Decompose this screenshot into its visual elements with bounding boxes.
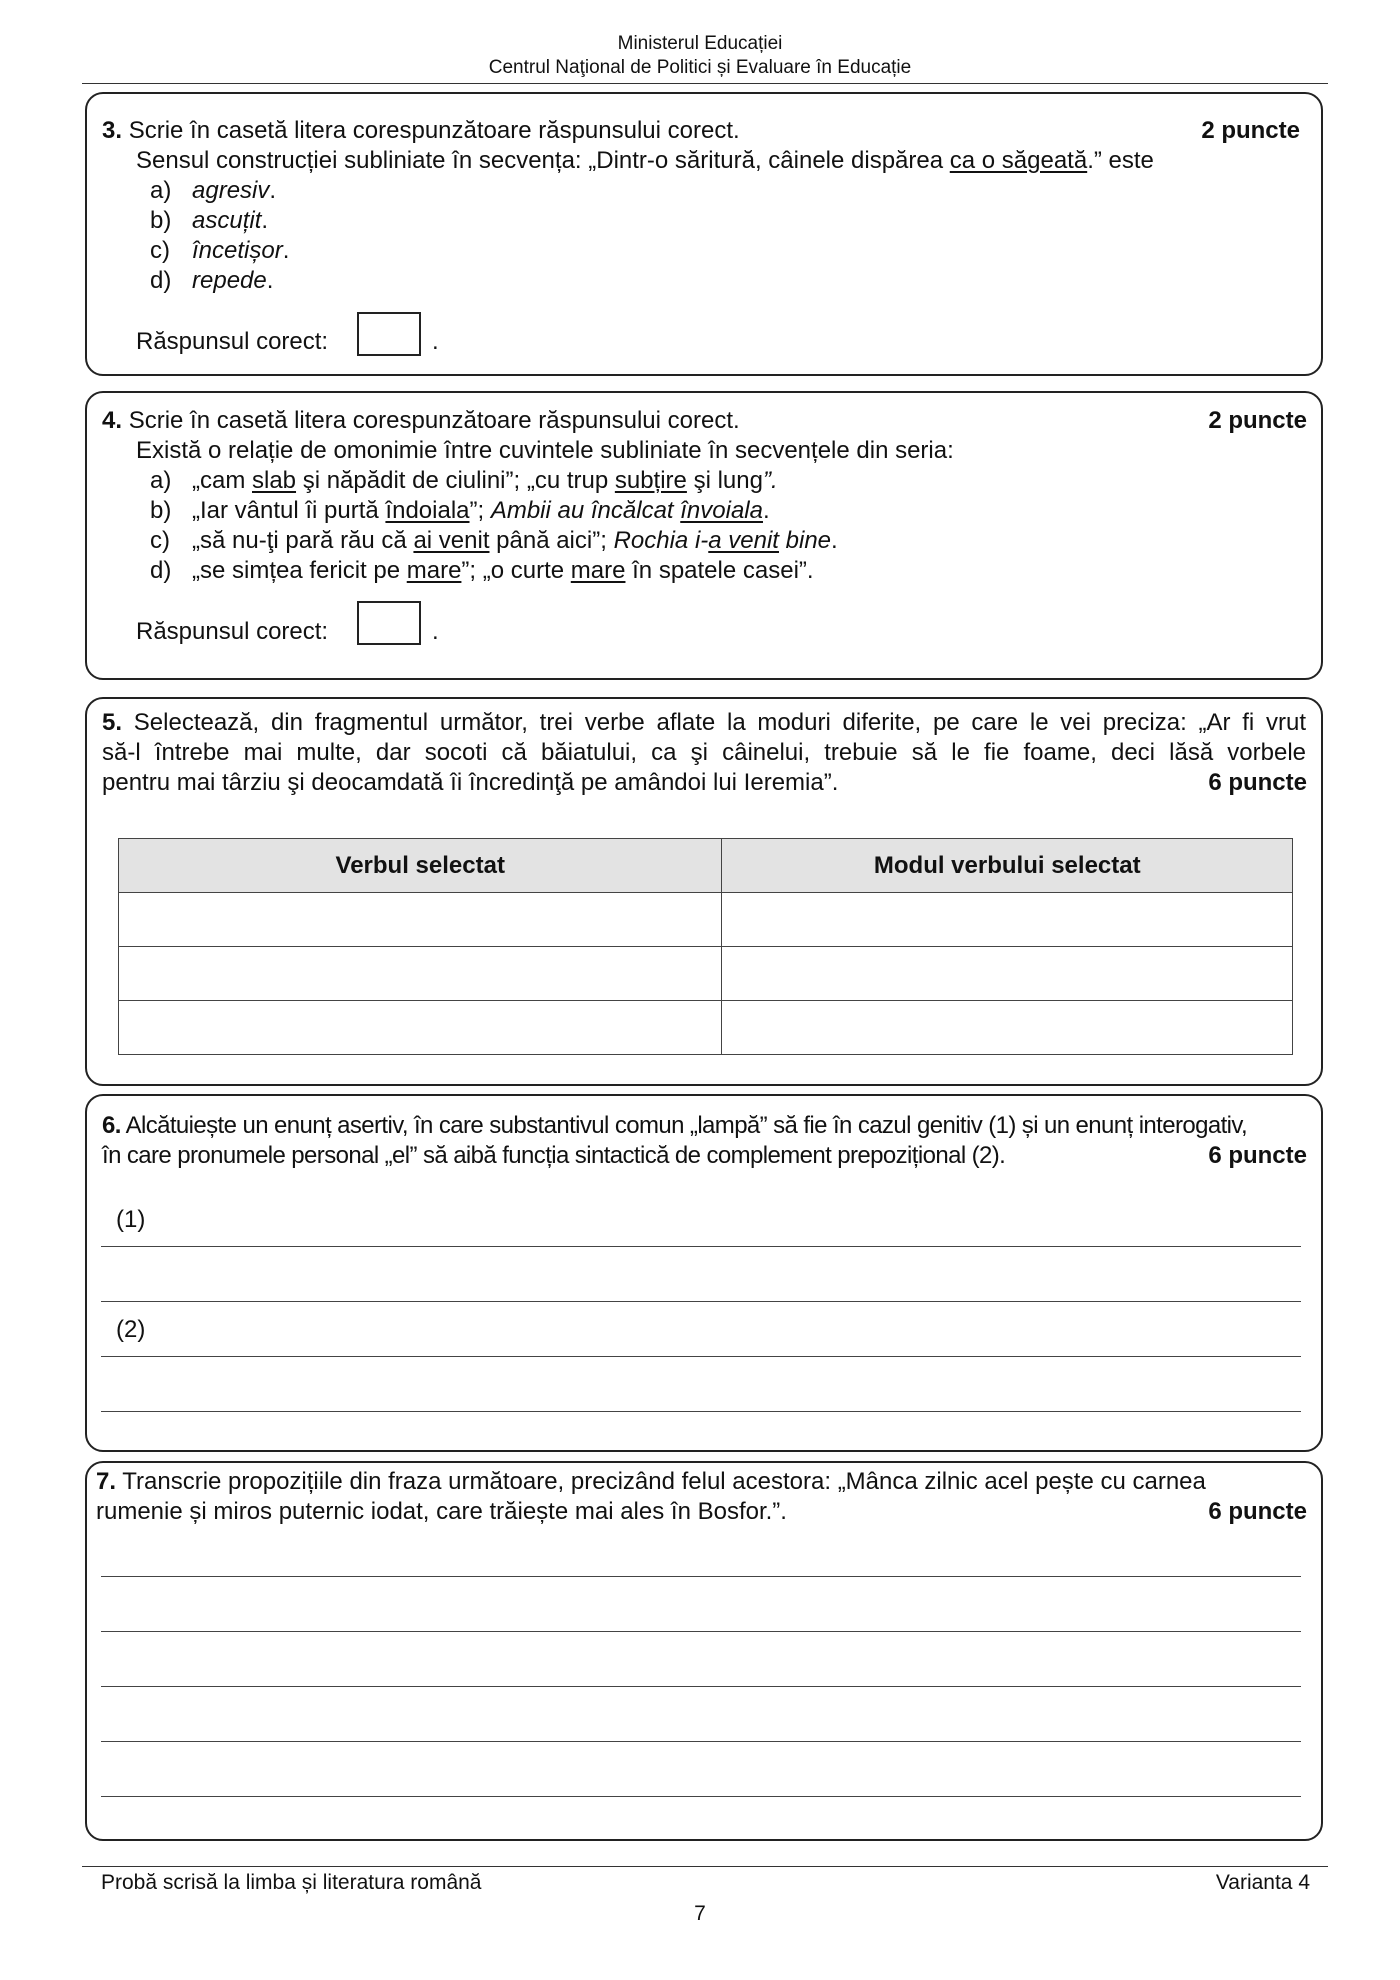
q5-text-line-3: pentru mai târziu şi deocamdată îi încredinţă pe amândoi lui Ieremia”. [102, 769, 839, 796]
q4-d-text-1: „se simțea fericit pe [192, 557, 407, 584]
q4-stem: Există o relație de omonimie între cuvintele subliniate în secvențele din seria: [136, 437, 954, 464]
q4-b-text-1: „Iar vântul îi purtă [192, 497, 386, 524]
table-cell-verb[interactable] [119, 893, 722, 947]
q5-number: 5. [102, 709, 123, 736]
q5-text-line-2: să-l întrebe mai multe, dar socoti că băiatului, ca şi câinelui, trebuie să le fie foame, deci lăsă vorbele [102, 739, 1306, 766]
q4-answer-label: Răspunsul corect: [136, 618, 329, 645]
q4-option-letter: c) [150, 527, 170, 554]
q4-c-text-2: până aici”; [489, 527, 614, 554]
q6-number: 6. [102, 1112, 121, 1139]
q7-answer-line[interactable] [101, 1576, 1301, 1577]
table-cell-verb[interactable] [119, 1001, 722, 1055]
q3-stem-after: .” este [1087, 147, 1154, 174]
q6-label-1: (1) [116, 1206, 146, 1233]
q4-d-underlined-2: mare [570, 557, 626, 584]
q4-c-underlined-2: a venit [708, 527, 779, 554]
q4-b-text-2: ”; [469, 497, 491, 524]
q7-number: 7. [96, 1468, 117, 1495]
q3-answer-label: Răspunsul corect: [136, 328, 329, 355]
q3-option-c: c) încetișor. [150, 237, 290, 264]
q7-answer-line[interactable] [101, 1631, 1301, 1632]
q4-b-underlined-1: îndoiala [385, 497, 470, 524]
q6-text-line-1 [102, 1111, 1247, 1141]
q7-text-line-2: rumenie și miros puternic iodat, care trăiește mai ales în Bosfor.”. [96, 1498, 787, 1525]
q5-line-1: Selectează, din fragmentul următor, trei verbe aflate la moduri diferite, pe care le vei preciza: „Ar fi vrut [133, 709, 1307, 736]
q4-points: 2 puncte [1208, 407, 1307, 434]
table-header-mood: Modul verbului selectat [722, 839, 1293, 893]
q4-c-italic-2: bine [778, 527, 832, 554]
footer-variant: Varianta 4 [1215, 1871, 1310, 1894]
page-header [0, 32, 1400, 80]
q3-points: 2 puncte [1201, 117, 1300, 144]
q3-option-letter: c) [150, 237, 170, 264]
table-row [119, 947, 1293, 1001]
q4-b-italic-1: Ambii au încălcat [490, 497, 681, 524]
q4-option-c [150, 526, 838, 556]
q4-option-letter: a) [150, 467, 172, 494]
q6-answer-line[interactable] [101, 1356, 1301, 1357]
q7-answer-line[interactable] [101, 1686, 1301, 1687]
q4-c-text-3: . [831, 527, 838, 554]
q6-label-2: (2) [116, 1316, 146, 1343]
q3-option-d: d) repede. [150, 267, 274, 294]
q4-d-text-2: ”; „o curte [461, 557, 571, 584]
header-ministry: Ministerul Educației [617, 33, 783, 54]
q3-option-letter: a) [150, 177, 172, 204]
q5-points: 6 puncte [1208, 769, 1307, 796]
q3-answer-period: . [432, 328, 439, 355]
table-row [119, 893, 1293, 947]
q6-answer-line[interactable] [101, 1246, 1301, 1247]
q6-line-1: Alcătuiește un enunț asertiv, în care substantivul comun „lampă” să fie în cazul genitiv (1) și un enunț interogativ, [125, 1112, 1248, 1139]
q4-b-underlined-2: învoiala [680, 497, 763, 524]
q3-answer-box[interactable] [357, 312, 421, 356]
q7-answer-line[interactable] [101, 1741, 1301, 1742]
q5-text-line-1 [102, 708, 1306, 738]
q3-option-text: repede [192, 267, 267, 294]
q5-verb-table [118, 838, 1293, 1055]
q4-a-text-2: şi năpădit de ciulini”; „cu trup [296, 467, 615, 494]
q6-text-line-2: în care pronumele personal „el” să aibă funcția sintactică de complement prepozițional (2). [102, 1142, 1006, 1169]
table-row [119, 1001, 1293, 1055]
q4-c-underlined-1: ai venit [413, 527, 490, 554]
table-header-row [119, 839, 1293, 893]
q4-option-a [150, 466, 778, 496]
table-header-verb: Verbul selectat [119, 839, 722, 893]
q3-option-letter: b) [150, 207, 172, 234]
q4-d-underlined-1: mare [406, 557, 462, 584]
q4-option-d [150, 556, 814, 586]
q3-stem-underlined: ca o săgeată [949, 147, 1088, 174]
q4-a-text-3: şi lung [686, 467, 763, 494]
q7-text-line-1 [96, 1467, 1206, 1497]
q3-stem [136, 146, 1154, 176]
q3-option-a: a) agresiv. [150, 177, 277, 204]
q6-points: 6 puncte [1208, 1142, 1307, 1169]
header-rule [82, 83, 1328, 84]
q3-option-text: ascuțit [192, 207, 262, 234]
q4-a-underlined-2: subțire [614, 467, 687, 494]
q3-option-text: încetișor [192, 237, 283, 264]
q4-number: 4. [102, 407, 123, 434]
q4-c-text-1: „să nu-ţi pară rău că [192, 527, 414, 554]
q4-c-italic-1: Rochia i- [613, 527, 709, 554]
q3-number: 3. [102, 117, 123, 144]
footer-rule [82, 1866, 1328, 1867]
table-cell-mood[interactable] [722, 947, 1293, 1001]
q6-answer-line[interactable] [101, 1301, 1301, 1302]
q6-answer-line[interactable] [101, 1411, 1301, 1412]
table-cell-mood[interactable] [722, 893, 1293, 947]
q4-b-text-3: . [762, 497, 770, 524]
q4-d-text-3: în spatele casei”. [625, 557, 814, 584]
q4-answer-box[interactable] [357, 601, 421, 645]
q3-stem-before: Sensul construcției subliniate în secvența: „Dintr-o săritură, câinele dispărea [136, 147, 950, 174]
q4-option-letter: d) [150, 557, 172, 584]
q7-answer-line[interactable] [101, 1796, 1301, 1797]
q3-instruction [102, 116, 740, 146]
q4-a-underlined-1: slab [252, 467, 297, 494]
q4-instruction-text: Scrie în casetă litera corespunzătoare răspunsului corect. [128, 407, 740, 434]
page-number: 7 [694, 1902, 706, 1925]
q3-option-text: agresiv [192, 177, 270, 204]
q3-option-b: b) ascuțit. [150, 207, 269, 234]
table-cell-verb[interactable] [119, 947, 722, 1001]
header-center: Centrul Naţional de Politici și Evaluare în Educație [488, 57, 912, 78]
q3-instruction-text: Scrie în casetă litera corespunzătoare răspunsului corect. [128, 117, 740, 144]
q3-option-letter: d) [150, 267, 172, 294]
q4-answer-period: . [432, 618, 439, 645]
footer-exam-title: Probă scrisă la limba și literatura română [101, 1871, 482, 1894]
q7-line-1: Transcrie propozițiile din fraza următoare, precizând felul acestora: „Mânca zilnic acel pește cu carnea [122, 1468, 1206, 1495]
q4-option-b [150, 496, 770, 526]
q4-a-text-4: ”. [762, 467, 778, 494]
q4-instruction [102, 406, 740, 436]
q7-points: 6 puncte [1208, 1498, 1307, 1525]
q4-option-letter: b) [150, 497, 172, 524]
table-cell-mood[interactable] [722, 1001, 1293, 1055]
q4-a-text-1: „cam [192, 467, 252, 494]
